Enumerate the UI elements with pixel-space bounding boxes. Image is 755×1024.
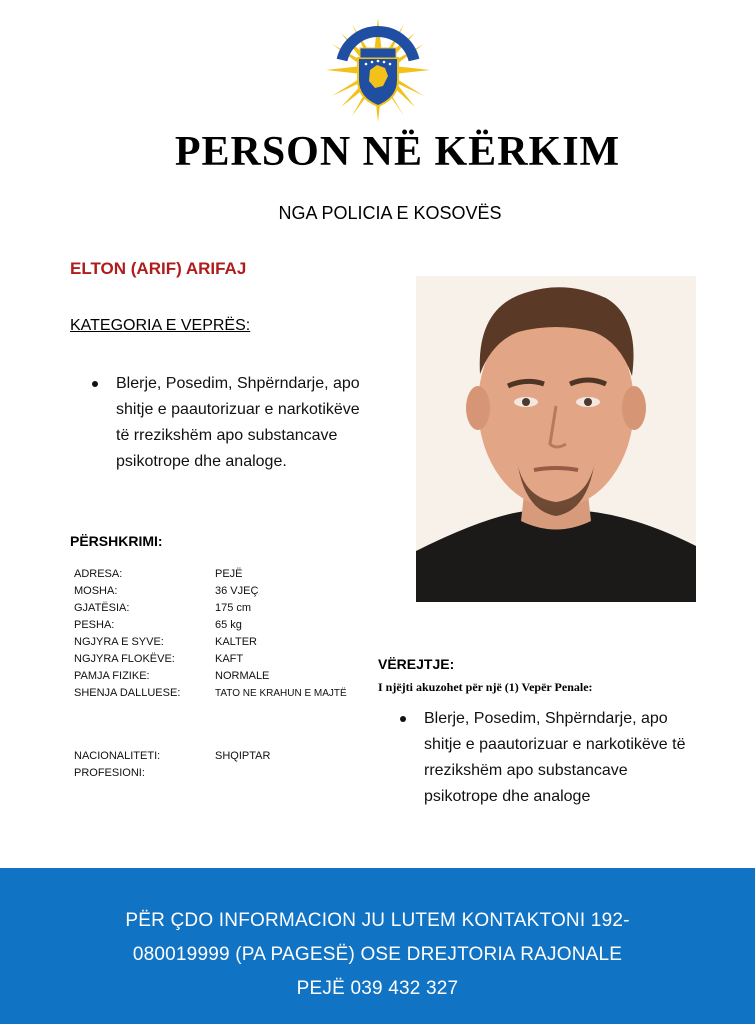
offense-text: Blerje, Posedim, Shpërndarje, apo shitje e paautorizuar e narkotikëve të rrezikshëm apo substancave psikotrope dhe analoge. <box>116 375 360 470</box>
offense-category-list <box>92 371 372 475</box>
police-badge-icon <box>322 14 434 126</box>
list-item <box>400 706 700 810</box>
table-row <box>74 634 347 651</box>
table-row <box>74 566 347 583</box>
field-label: ADRESA: <box>74 568 123 580</box>
bullet-icon <box>400 716 406 722</box>
bullet-icon <box>92 381 98 387</box>
remarks-text: I njëjti akuzohet për një (1) Vepër Penale: <box>378 680 593 694</box>
field-value: KAFT <box>215 653 244 665</box>
table-row <box>74 583 347 600</box>
field-value: KALTER <box>215 636 257 648</box>
field-label: NGJYRA FLOKËVE: <box>74 653 175 665</box>
table-row <box>74 748 270 765</box>
table-row <box>74 765 270 782</box>
remark-offense-text: Blerje, Posedim, Shpërndarje, apo shitje e paautorizuar e narkotikëve të rrezikshëm apo substancave psikotrope dhe analoge <box>424 710 686 805</box>
offense-category-label: KATEGORIA E VEPRËS: <box>70 317 251 334</box>
contact-line: 080019999 (PA PAGESË) OSE DREJTORIA RAJONALE <box>132 944 623 965</box>
field-value: NORMALE <box>215 670 270 682</box>
field-label: PAMJA FIZIKE: <box>74 670 150 682</box>
table-row <box>74 668 347 685</box>
field-value <box>215 765 270 782</box>
field-value: 175 cm <box>215 602 252 614</box>
description-table <box>74 566 347 702</box>
wanted-person-name: ELTON (ARIF) ARIFAJ <box>70 259 247 278</box>
remarks-label: VËREJTJE: <box>378 656 455 672</box>
description-label: PËRSHKRIMI: <box>70 533 163 549</box>
field-label: MOSHA: <box>74 585 118 597</box>
contact-footer <box>0 868 755 1024</box>
field-label: SHENJA DALLUESE: <box>74 687 181 699</box>
field-label: NGJYRA E SYVE: <box>74 636 164 648</box>
poster-title: PERSON NË KËRKIM <box>174 129 621 175</box>
contact-info <box>40 904 715 1006</box>
field-label: GJATËSIA: <box>74 602 130 614</box>
suspect-photo <box>416 276 696 602</box>
list-item <box>92 371 372 475</box>
field-label: NACIONALITETI: <box>74 750 161 762</box>
contact-line: PEJË 039 432 327 <box>296 978 459 999</box>
field-value: SHQIPTAR <box>215 750 271 762</box>
field-label: PESHA: <box>74 619 115 631</box>
field-label: PROFESIONI: <box>74 767 145 779</box>
field-value: TATO NE KRAHUN E MAJTË <box>215 688 347 699</box>
field-value: 36 VJEÇ <box>215 585 259 597</box>
remarks-list <box>400 706 700 810</box>
poster-subtitle: NGA POLICIA E KOSOVËS <box>278 203 502 223</box>
contact-line: PËR ÇDO INFORMACION JU LUTEM KONTAKTONI 192- <box>125 910 630 931</box>
table-row <box>74 651 347 668</box>
table-row <box>74 685 347 702</box>
field-value: PEJË <box>215 568 243 580</box>
table-row <box>74 617 347 634</box>
kosovo-police-logo <box>322 14 434 126</box>
person-portrait-icon <box>416 276 696 602</box>
nationality-table <box>74 748 270 782</box>
field-value: 65 kg <box>215 619 242 631</box>
table-row <box>74 600 347 617</box>
